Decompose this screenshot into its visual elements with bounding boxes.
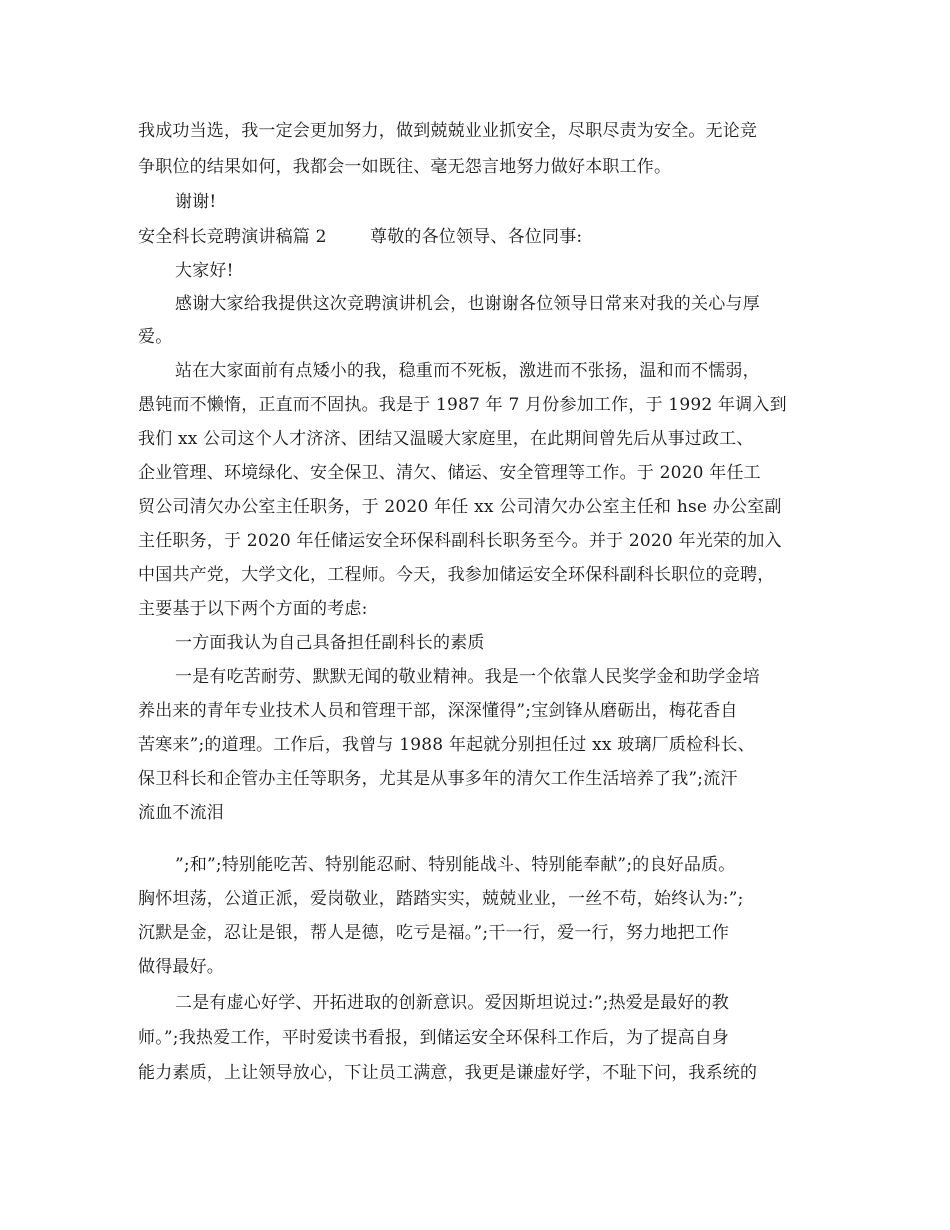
- text-line: 主要基于以下两个方面的考虑:: [138, 599, 368, 619]
- salutation: 尊敬的各位领导、各位同事:: [370, 227, 583, 247]
- section-heading: 安全科长竞聘演讲稿篇 2: [138, 227, 327, 247]
- subheading: 一方面我认为自己具备担任副科长的素质: [175, 633, 485, 653]
- paragraph-start: 感谢大家给我提供这次竞聘演讲机会，也谢谢各位领导日常来对我的关心与厚: [175, 294, 760, 314]
- text-line: 能力素质，上让领导放心，下让员工满意，我更是谦虚好学，不耻下问，我系统的: [138, 1063, 758, 1083]
- text-line: 爱。: [138, 327, 173, 347]
- text-line: 养出来的青年专业技术人员和管理干部，深深懂得”;宝剑锋从磨砺出，梅花香自: [138, 701, 738, 721]
- text-line: 做得最好。: [138, 957, 224, 977]
- paragraph-start: 二是有虚心好学、开拓进取的创新意识。爱因斯坦说过:”;热爱是最好的教: [175, 993, 729, 1013]
- text-line: 我们 xx 公司这个人才济济、团结又温暖大家庭里，在此期间曾先后从事过政工、: [138, 429, 754, 449]
- text-line: 中国共产党，大学文化，工程师。今天，我参加储运安全环保科副科长职位的竞聘，: [138, 565, 775, 585]
- text-line: ”;和”;特别能吃苦、特别能忍耐、特别能战斗、特别能奉献”;的良好品质。: [175, 855, 736, 875]
- closing-thanks: 谢谢!: [175, 192, 217, 212]
- text-line: 愚钝而不懒惰，正直而不固执。我是于 1987 年 7 月份参加工作，于 1992 年调入到: [138, 395, 787, 415]
- text-line: 师。”;我热爱工作，平时爱读书看报，到储运安全环保科工作后，为了提高自身: [138, 1028, 730, 1048]
- text-line: 企业管理、环境绿化、安全保卫、清欠、储运、安全管理等工作。于 2020 年任工: [138, 463, 761, 483]
- text-line: 主任职务，于 2020 年任储运安全环保科副科长职务至今。并于 2020 年光荣的加入: [138, 531, 782, 551]
- text-line: 流血不流泪: [138, 803, 224, 823]
- greeting: 大家好!: [175, 261, 234, 281]
- text-line: 胸怀坦荡，公道正派，爱岗敬业，踏踏实实，兢兢业业，一丝不苟，始终认为:”;: [138, 889, 744, 909]
- paragraph-start: 一是有吃苦耐劳、默默无闻的敬业精神。我是一个依靠人民奖学金和助学金培: [175, 667, 760, 687]
- text-line: 争职位的结果如何，我都会一如既往、毫无怨言地努力做好本职工作。: [138, 157, 672, 177]
- text-line: 苦寒来”;的道理。工作后，我曾与 1988 年起就分别担任过 xx 玻璃厂质检科长、: [138, 735, 755, 755]
- text-line: 我成功当选，我一定会更加努力，做到兢兢业业抓安全，尽职尽责为安全。无论竞: [138, 121, 758, 141]
- paragraph-start: 站在大家面前有点矮小的我，稳重而不死板，激进而不张扬，温和而不懦弱，: [175, 361, 760, 381]
- text-line: 贸公司清欠办公室主任职务，于 2020 年任 xx 公司清欠办公室主任和 hse 办公室副: [138, 497, 782, 517]
- text-line: 沉默是金，忍让是银，帮人是德，吃亏是福。”;干一行，爱一行，努力地把工作: [138, 923, 730, 943]
- text-line: 保卫科长和企管办主任等职务，尤其是从事多年的清欠工作生活培养了我”;流汗: [138, 769, 738, 789]
